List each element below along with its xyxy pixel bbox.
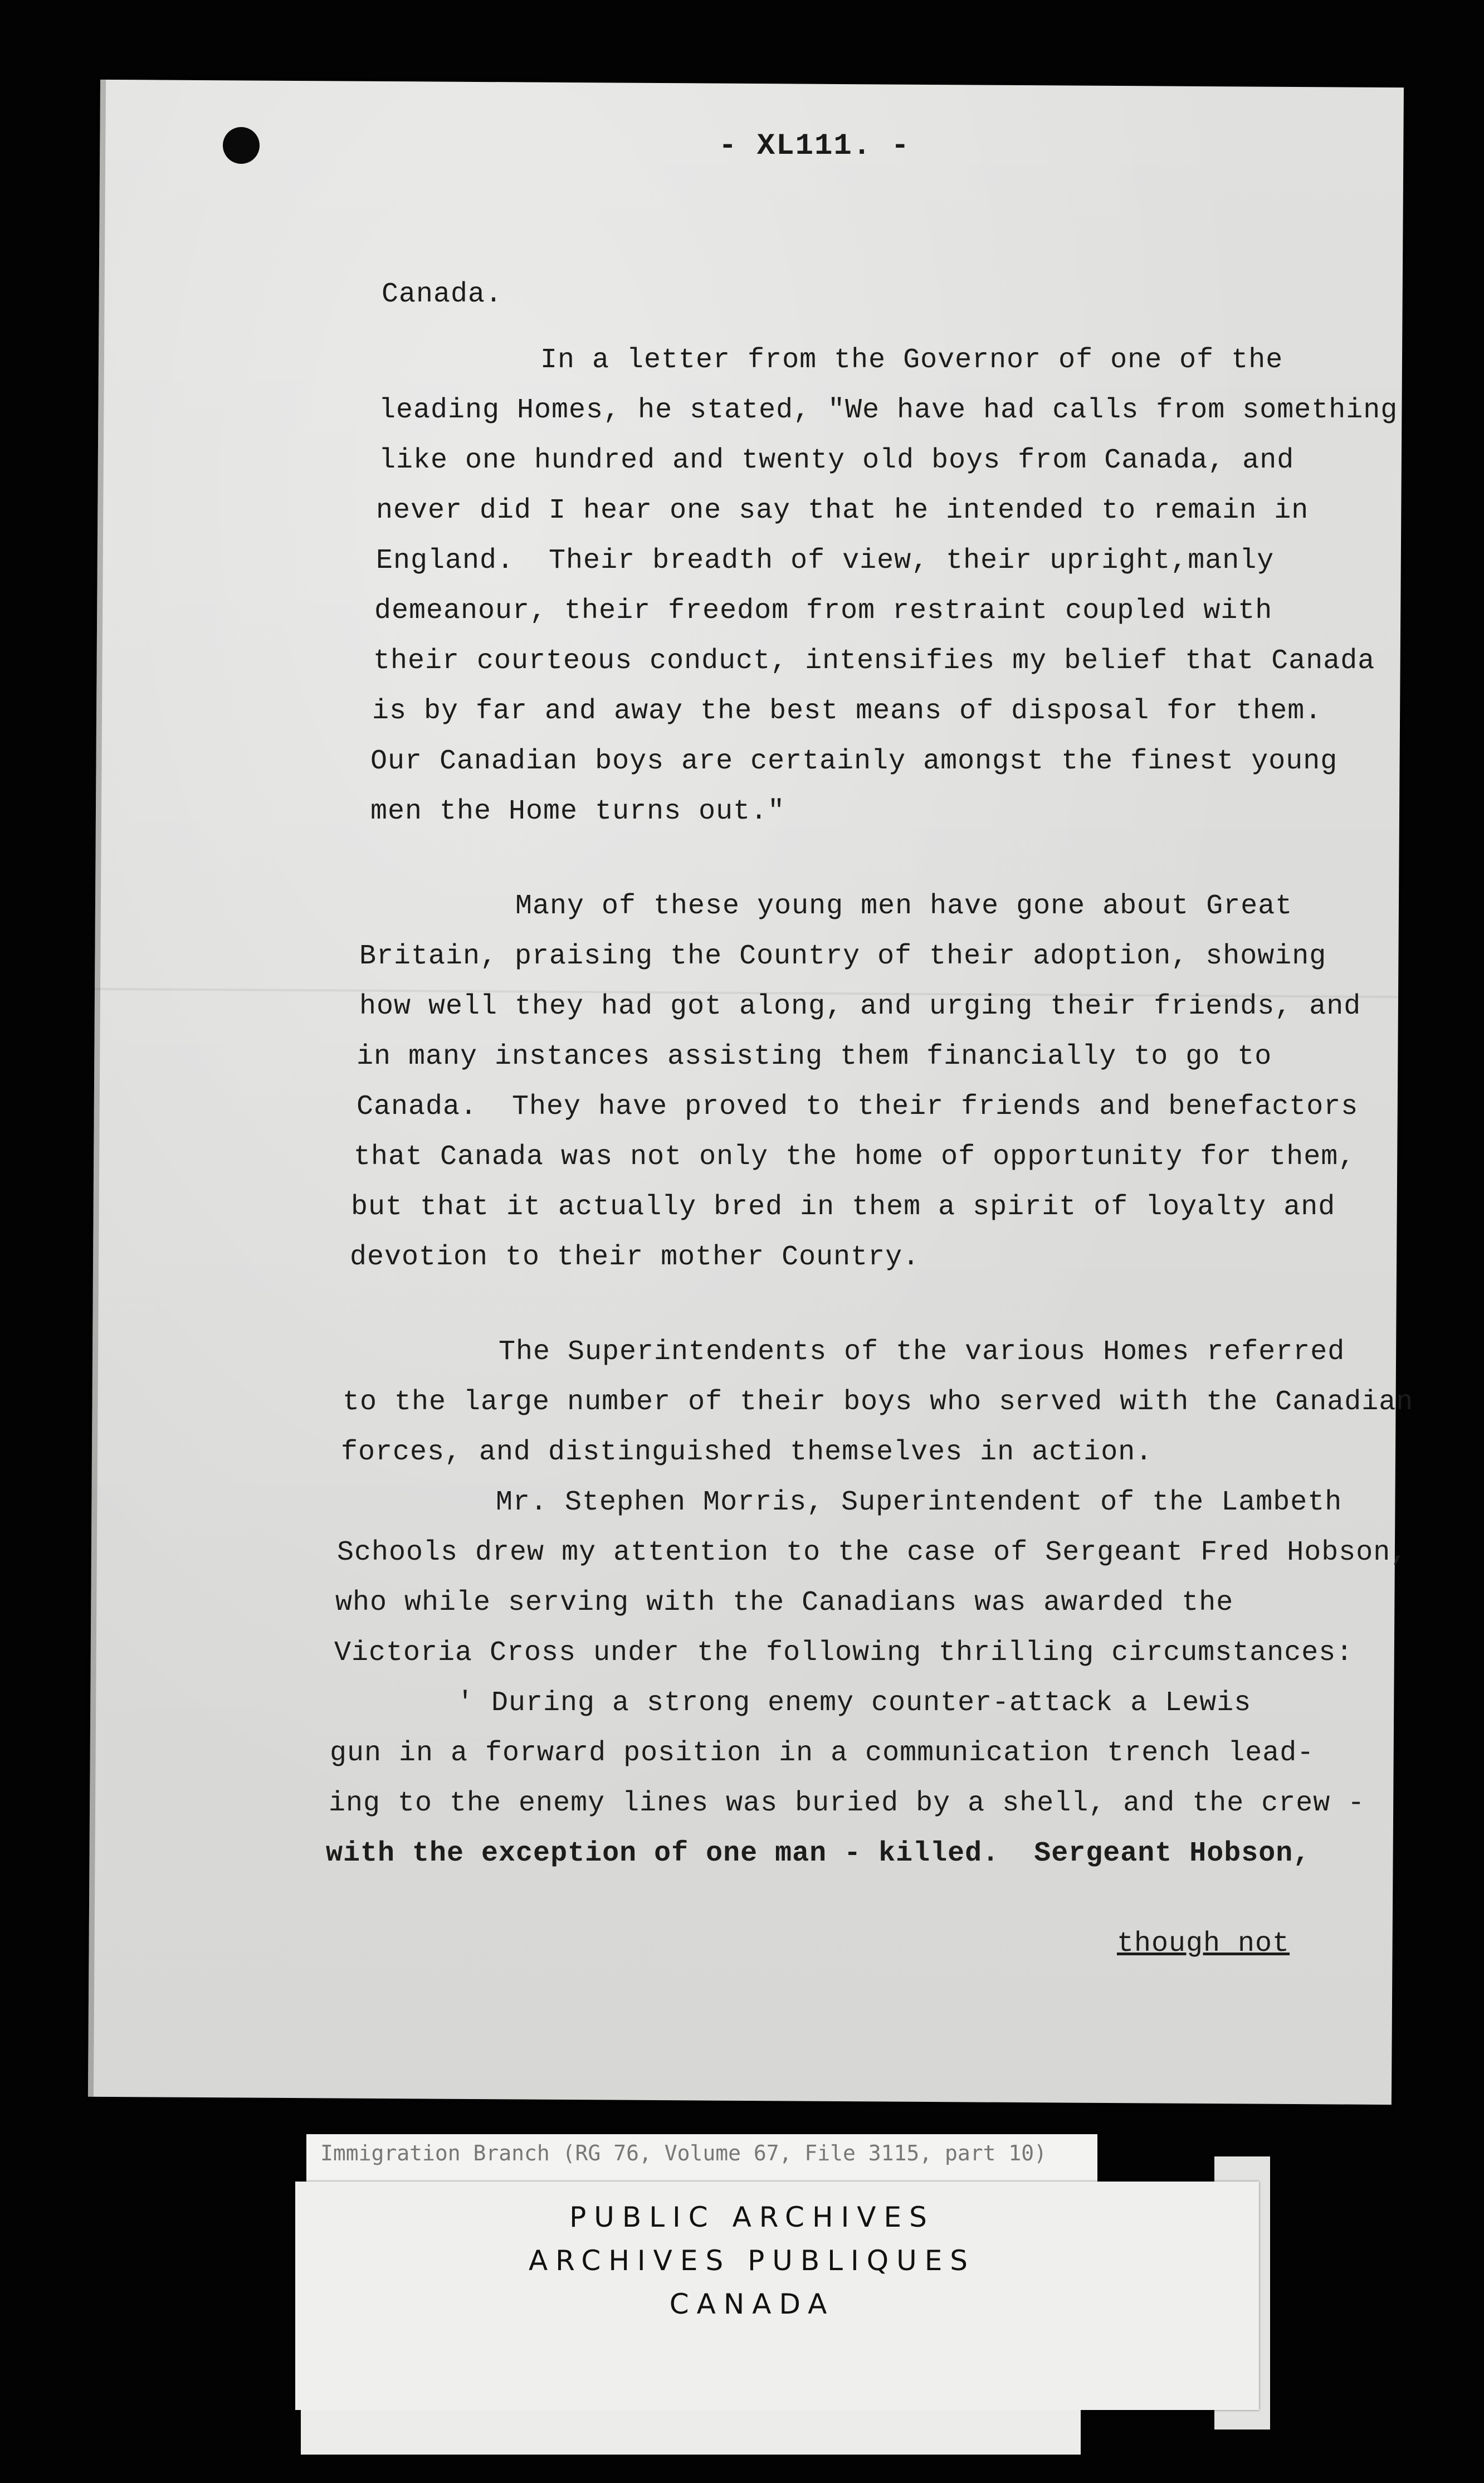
- text-line: gun in a forward position in a communication trench lead-: [330, 1737, 1315, 1769]
- text-line: devotion to their mother Country.: [350, 1242, 920, 1273]
- stamp-line-canada: CANADA: [669, 2288, 835, 2320]
- punch-hole-icon: [223, 127, 260, 164]
- text-line: In a letter from the Governor of one of the: [540, 344, 1283, 376]
- text-line: with the exception of one man - killed. Sergeant Hobson,: [326, 1838, 1311, 1869]
- stamp-line-public-archives: PUBLIC ARCHIVES: [569, 2201, 935, 2233]
- text-line: Our Canadian boys are certainly amongst the finest young: [370, 746, 1338, 777]
- text-line: England. Their breadth of view, their upright,manly: [376, 545, 1275, 577]
- text-line: Many of these young men have gone about Great: [515, 890, 1293, 922]
- text-line: Mr. Stephen Morris, Superintendent of the Lambeth: [496, 1487, 1343, 1518]
- text-line: The Superintendents of the various Homes referred: [499, 1336, 1345, 1368]
- text-line: that Canada was not only the home of opportunity for them,: [354, 1141, 1356, 1173]
- stamp-card-lower: [301, 2410, 1081, 2455]
- text-line: who while serving with the Canadians was awarded the: [335, 1587, 1234, 1619]
- text-line: is by far and away the best means of disposal for them.: [372, 695, 1322, 727]
- page-number: - XL111. -: [719, 129, 911, 163]
- text-line: like one hundred and twenty old boys from Canada, and: [379, 445, 1295, 476]
- text-line: forces, and distinguished themselves in action.: [341, 1437, 1153, 1468]
- text-line: but that it actually bred in them a spirit of loyalty and: [351, 1191, 1336, 1223]
- text-line: Canada. They have proved to their friends and benefactors: [357, 1091, 1359, 1123]
- text-line: ' During a strong enemy counter-attack a Lewis: [457, 1687, 1252, 1719]
- text-line: Canada.: [382, 279, 503, 310]
- archive-reference: Immigration Branch (RG 76, Volume 67, File 3115, part 10): [320, 2141, 1047, 2165]
- text-line: how well they had got along, and urging their friends, and: [359, 991, 1361, 1023]
- text-line: their courteous conduct, intensifies my belief that Canada: [373, 645, 1375, 677]
- text-line: men the Home turns out.": [370, 796, 785, 827]
- text-line: Britain, praising the Country of their adoption, showing: [359, 941, 1327, 972]
- text-line: leading Homes, he stated, "We have had calls from something: [379, 395, 1398, 426]
- text-line: Schools drew my attention to the case of Sergeant Fred Hobson,: [337, 1537, 1408, 1569]
- text-line: demeanour, their freedom from restraint coupled with: [374, 595, 1273, 627]
- text-line: ing to the enemy lines was buried by a shell, and the crew -: [329, 1788, 1365, 1819]
- text-line: Victoria Cross under the following thrilling circumstances:: [334, 1637, 1354, 1669]
- stamp-line-archives-publiques: ARCHIVES PUBLIQUES: [528, 2245, 976, 2277]
- catchword: though not: [1117, 1928, 1290, 1960]
- text-line: in many instances assisting them financially to go to: [357, 1041, 1272, 1073]
- text-line: to the large number of their boys who served with the Canadian: [343, 1386, 1414, 1418]
- text-line: never did I hear one say that he intended to remain in: [376, 495, 1309, 527]
